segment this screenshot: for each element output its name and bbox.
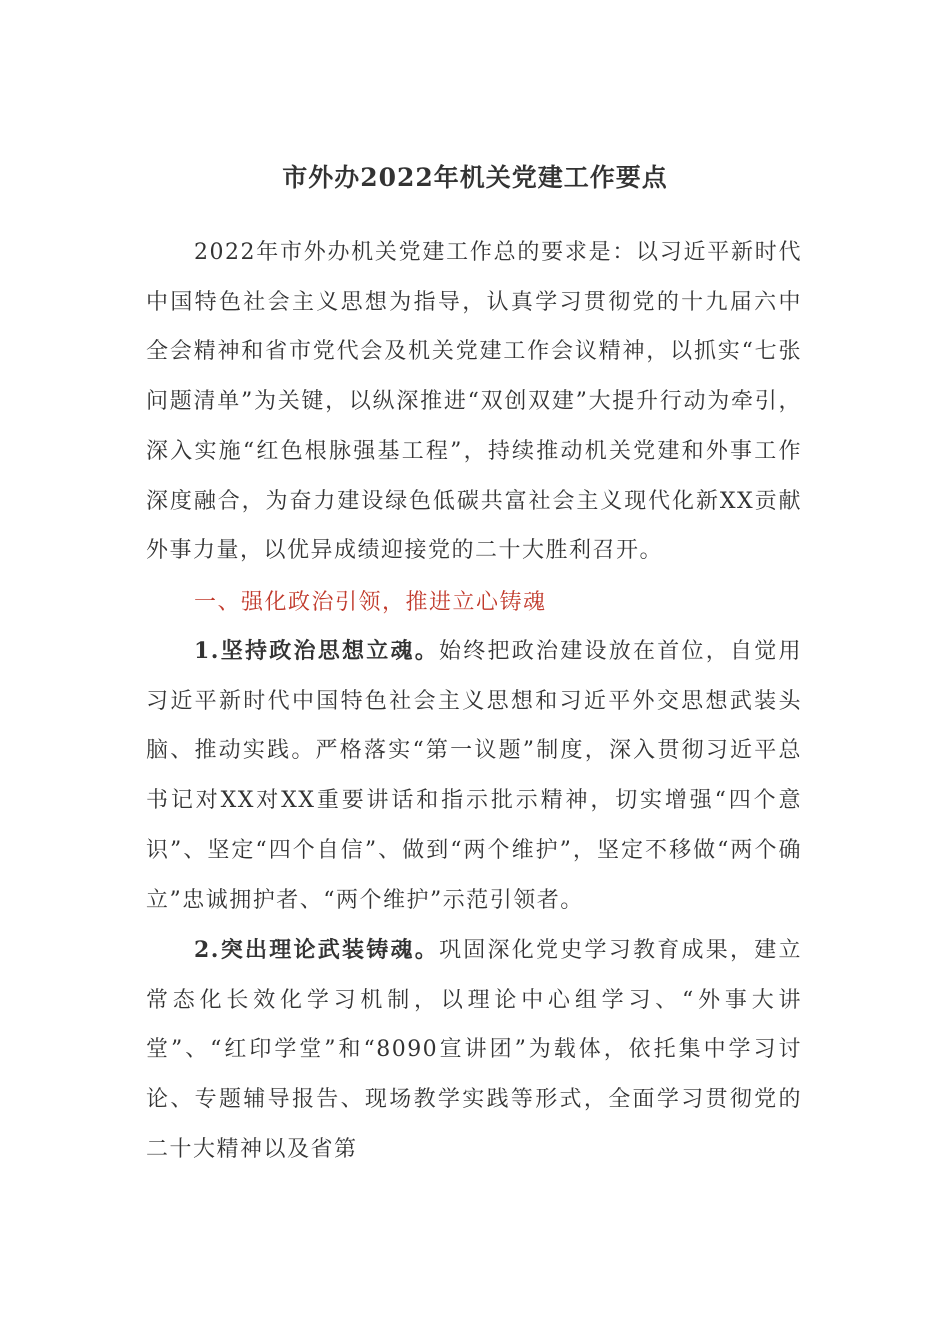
- item-paragraph-2: [146, 926, 802, 1175]
- item-lead-1: 1.坚持政治思想立魂。: [194, 638, 439, 664]
- intro-paragraph: 2022年市外办机关党建工作总的要求是：以习近平新时代中国特色社会主义思想为指导，认真学习贯彻党的十九届六中全会精神和省市党代会及机关党建工作会议精神，以抓实“七张问题清单”为关键，以纵深推进“双创双建”大提升行动为牵引，深入实施“红色根脉强基工程”，持续推动机关党建和外事工作深度融合，为奋力建设绿色低碳共富社会主义现代化新XX贡献外事力量，以优异成绩迎接党的二十大胜利召开。: [146, 240, 802, 564]
- section-heading-1: 一、强化政治引领，推进立心铸魂: [194, 590, 547, 615]
- item-lead-2: 2.突出理论武装铸魂。: [194, 937, 439, 963]
- item-text-1: 始终把政治建设放在首位，自觉用习近平新时代中国特色社会主义思想和习近平外交思想武装头脑、推动实践。严格落实“第一议题”制度，深入贯彻习近平总书记对XX对XX重要讲话和指示批示精神，切实增强“四个意识”、坚定“四个自信”、做到“两个维护”，坚定不移做“两个确立”忠诚拥护者、“两个维护”示范引领者。: [146, 639, 802, 913]
- document-title: 市外办2022年机关党建工作要点: [282, 163, 668, 192]
- item-paragraph-1: [146, 627, 802, 925]
- item-text-2: 巩固深化党史学习教育成果，建立常态化长效化学习机制，以理论中心组学习、“外事大讲堂”、“红印学堂”和“8090宣讲团”为载体，依托集中学习讨论、专题辅导报告、现场教学实践等形式，全面学习贯彻党的二十大精神以及省第: [146, 938, 802, 1162]
